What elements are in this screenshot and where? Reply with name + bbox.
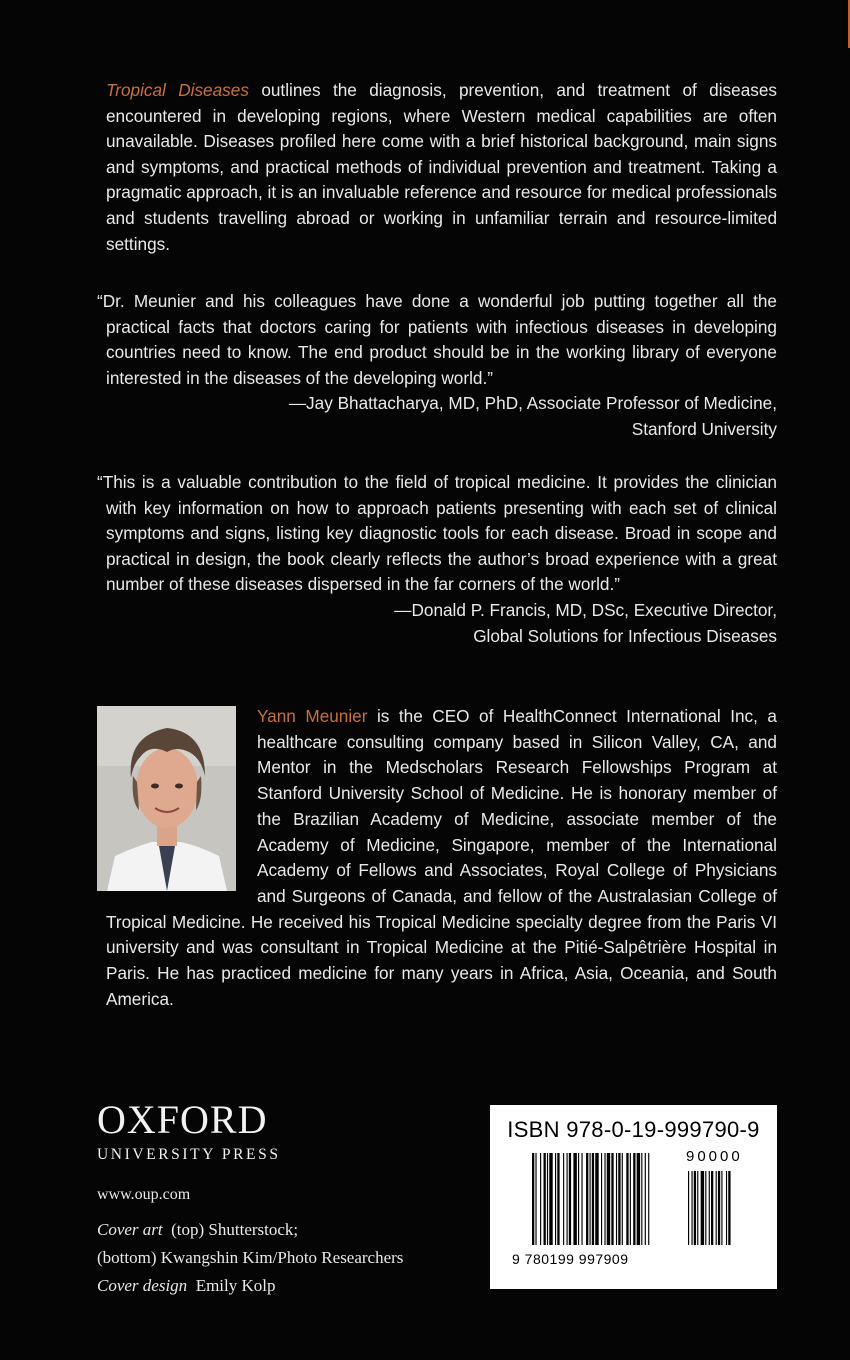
quote-text: “This is a valuable contribution to the field of tropical medicine. It provides the clinician with key information on how to approach patients presenting with each set of clinical symptoms and signs, listing key diagnostic tools for each disease. Broad in scope and practical in design, the book clearly reflects the author’s broad experience with a great number of these diseases dispersed in the far corners of the world.” bbox=[97, 472, 777, 595]
barcode-bar bbox=[569, 1153, 571, 1245]
credit-art-bottom: (bottom) Kwangshin Kim/Photo Researchers bbox=[97, 1248, 404, 1267]
barcode-bar bbox=[645, 1153, 646, 1245]
barcode-bar bbox=[633, 1153, 635, 1245]
barcode-bar bbox=[626, 1153, 628, 1245]
quote-affiliation: Stanford University bbox=[631, 418, 777, 439]
quote-attribution: —Donald P. Francis, MD, DSc, Executive Director, bbox=[394, 599, 777, 620]
barcode-bar bbox=[586, 1153, 588, 1245]
book-title: Tropical Diseases bbox=[106, 80, 249, 100]
barcode-bar bbox=[547, 1153, 548, 1245]
barcode bbox=[532, 1153, 752, 1253]
addon-barcode-bar bbox=[716, 1171, 717, 1245]
barcode-bar bbox=[607, 1153, 610, 1245]
publisher-url: www.oup.com bbox=[97, 1186, 191, 1203]
barcode-bar bbox=[544, 1153, 546, 1245]
credit-design bbox=[97, 1272, 403, 1300]
credit-design-name: Emily Kolp bbox=[195, 1276, 276, 1295]
barcode-bar bbox=[532, 1153, 534, 1245]
credit-art-top bbox=[97, 1216, 403, 1244]
addon-barcode-bar bbox=[701, 1171, 704, 1245]
barcode-bar bbox=[641, 1153, 642, 1245]
addon-barcode-bar bbox=[705, 1171, 706, 1245]
barcode-bar bbox=[616, 1153, 617, 1245]
logo-oxford: OXFORD bbox=[97, 1097, 268, 1142]
addon-barcode-bar bbox=[718, 1171, 720, 1245]
barcode-bar bbox=[592, 1153, 594, 1245]
price-code: 90000 bbox=[686, 1148, 743, 1165]
addon-barcode-bar bbox=[691, 1171, 692, 1245]
barcode-bar bbox=[557, 1153, 559, 1245]
photo-spacer bbox=[106, 704, 257, 896]
description-text: outlines the diagnosis, prevention, and treatment of diseases encountered in developing regions, where Western medical capabilities are often unavailable. Diseases profiled here come with a brief historical background, main signs and symptoms, and practical methods of individual prevention and treatment. Taking a pragmatic approach, it is an invaluable reference and resource for medical professionals and students travelling abroad or working in unfamiliar terrain and resource-limited settings. bbox=[106, 80, 778, 254]
quote-affiliation: Global Solutions for Infectious Diseases bbox=[473, 625, 777, 646]
barcode-bar bbox=[578, 1153, 579, 1245]
barcode-bar bbox=[637, 1153, 640, 1245]
barcode-digits: 9 780199 997909 bbox=[512, 1251, 629, 1267]
publisher-logo bbox=[97, 1097, 281, 1164]
addon-barcode-bar bbox=[694, 1171, 696, 1245]
isbn-label: ISBN 978-0-19-999790-9 bbox=[507, 1117, 760, 1142]
author-bio bbox=[106, 704, 777, 1012]
barcode-bar bbox=[555, 1153, 556, 1245]
addon-barcode-bar bbox=[721, 1171, 722, 1245]
addon-barcode-bar bbox=[726, 1171, 727, 1245]
addon-barcode-bar bbox=[728, 1171, 730, 1245]
barcode-bar bbox=[573, 1153, 576, 1245]
barcode-bar bbox=[601, 1153, 602, 1245]
isbn-barcode-block bbox=[490, 1105, 777, 1289]
endorsement-quote bbox=[97, 470, 777, 649]
credit-design-label: Cover design bbox=[97, 1276, 188, 1295]
credit-art-top-text: (top) Shutterstock; bbox=[171, 1220, 299, 1239]
barcode-bar bbox=[540, 1153, 541, 1245]
barcode-bar bbox=[604, 1153, 605, 1245]
addon-barcode-bar bbox=[688, 1171, 689, 1245]
addon-barcode-bar bbox=[711, 1171, 713, 1245]
barcode-bar bbox=[622, 1153, 623, 1245]
author-name: Yann Meunier bbox=[257, 706, 368, 726]
author-bio-text: is the CEO of HealthConnect International Inc, a healthcare consulting company based in Silicon Valley, CA, and Mentor in the Medscholars Research Fellowships Program at Stanford University School of Medicine. He is honorary member of the Brazilian Academy of Medicine, associate member of the Academy of Medicine, Singapore, member of the International Academy of Fellows and Associates, Royal College of Physicians and Surgeons of Canada, and fellow of the Australasian College of Tropical Medicine. He received his Tropical Medicine specialty degree from the Paris VI university and was consultant in Tropical Medicine at the Pitié-Salpêtrière Hospital in Paris. He has practiced medicine for many years in Africa, Asia, Oceania, and South America. bbox=[106, 706, 777, 1009]
barcode-bar bbox=[595, 1153, 598, 1245]
barcode-bar bbox=[567, 1153, 568, 1245]
barcode-bar bbox=[648, 1153, 649, 1245]
book-description bbox=[106, 78, 777, 257]
barcode-bar bbox=[618, 1153, 620, 1245]
barcode-bar bbox=[630, 1153, 631, 1245]
barcode-bar bbox=[590, 1153, 591, 1245]
addon-barcode-bar bbox=[697, 1171, 698, 1245]
quote-text: “Dr. Meunier and his colleagues have done a wonderful job putting together all the practical facts that doctors caring for patients with infectious diseases in developing countries need to know. The end product should be in the working library of everyone interested in the diseases of the developing world.” bbox=[97, 291, 777, 388]
endorsement-quote bbox=[97, 289, 777, 443]
barcode-bar bbox=[549, 1153, 552, 1245]
barcode-bar bbox=[581, 1153, 582, 1245]
logo-university-press: UNIVERSITY PRESS bbox=[97, 1146, 281, 1163]
barcode-bar bbox=[535, 1153, 536, 1245]
quote-attribution: —Jay Bhattacharya, MD, PhD, Associate Professor of Medicine, bbox=[288, 393, 777, 414]
barcode-bar bbox=[563, 1153, 564, 1245]
addon-barcode-bar bbox=[709, 1171, 710, 1245]
cover-credits bbox=[97, 1216, 403, 1300]
credit-art-label: Cover art bbox=[97, 1220, 163, 1239]
barcode-bar bbox=[611, 1153, 613, 1245]
